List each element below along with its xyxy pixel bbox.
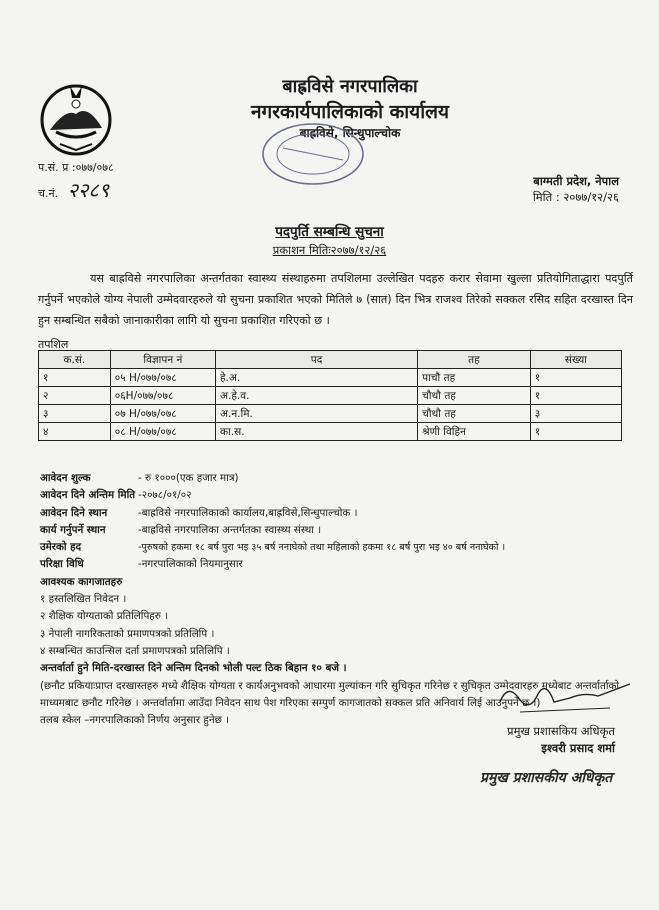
salary-line: तलब स्केल –नगरपालिकाको निर्णय अनुसार हुनेछ । bbox=[40, 714, 229, 727]
cell-level: चौथौ तह bbox=[418, 405, 531, 423]
publication-date: प्रकाशन मितिः२०७७/१२/२६ bbox=[272, 243, 387, 257]
cell-serial: २ bbox=[39, 387, 111, 405]
cell-post: हे.अ. bbox=[215, 369, 417, 387]
detail-value: -बाह्रविसे नगरपालिका अन्तर्गतका स्वास्थ्य संस्था । bbox=[138, 523, 322, 536]
document-item: १ हस्तलिखित निवेदन । bbox=[40, 593, 127, 606]
signature-icon bbox=[480, 672, 640, 722]
dispatch-number bbox=[38, 176, 109, 203]
dispatch-value: २२८९ bbox=[67, 178, 110, 202]
header-date: मिति : २०७७/१२/२६ bbox=[532, 190, 619, 204]
col-level: तह bbox=[418, 351, 531, 369]
cell-post: अ.न.मि. bbox=[215, 405, 417, 423]
municipality-name: बाह्रविसे नगरपालिका bbox=[282, 76, 418, 97]
cell-level: पाचौ तह bbox=[418, 369, 531, 387]
table-row bbox=[39, 369, 622, 387]
province: बाग्मती प्रदेश, नेपाल bbox=[533, 174, 619, 188]
cell-count: १ bbox=[530, 423, 621, 441]
detail-row bbox=[40, 539, 640, 556]
detail-value: -बाह्रविसे नगरपालिकाको कार्यालय,बाह्रविसे,सिन्धुपाल्चोक । bbox=[138, 506, 358, 519]
detail-value: -नगरपालिकाको नियमानुसार bbox=[138, 558, 243, 571]
cell-advert-no: ०७ H/०७७/०७८ bbox=[110, 405, 215, 423]
interview-line: अन्तर्वार्ता हुने मिति-दरखास्त दिने अन्तिम दिनको भोली पल्ट ठिक बिहान १० बजे । bbox=[40, 662, 347, 675]
office-seal-icon bbox=[258, 118, 368, 190]
table-row bbox=[39, 405, 622, 423]
officer-stamp: प्रमुख प्रशासकीय अधिकृत bbox=[480, 770, 613, 786]
cell-post: अ.हे.व. bbox=[215, 387, 417, 405]
notice-title: पदपुर्ति सम्बन्धि सुचना bbox=[275, 224, 384, 240]
tapsil-label: तपशिल bbox=[38, 338, 69, 351]
detail-label: आवेदन शुल्क bbox=[40, 472, 91, 484]
shortlist-note: (छनौट प्रकियाःप्राप्त दरखास्तहरु मध्ये शैक्षिक योग्यता र कार्यअनुभवको आधारमा मुल्यांकन गरि सुचिकृत गरिनेछ र सुचिकृत उम्मेदवारहरु मध्येबाट अन्तर्वार्ताको माध्यमबाट छनौट गरिनेछ । अन्तर्वार्तामा आउँदा निवेदन साथ पेश गरिएका सम्पुर्ण कागजातको सक्कल प्रति अनिवार्य लिई आउनुपर्ने छ ।) bbox=[40, 679, 620, 709]
col-advert-no: विज्ञापन नं bbox=[110, 351, 215, 369]
reference-number: प.सं. प्र :०७७/०७८ bbox=[38, 161, 114, 174]
office-name: नगरकार्यपालिकाको कार्यालय bbox=[250, 101, 450, 123]
detail-value: -२०७८/०१/०२ bbox=[138, 489, 192, 502]
detail-label: आवेदन दिने अन्तिम मिति bbox=[40, 489, 136, 502]
col-post: पद bbox=[215, 351, 417, 369]
cell-serial: ४ bbox=[39, 423, 111, 441]
col-count: संख्या bbox=[530, 351, 621, 369]
detail-label: उमेरको हद bbox=[40, 541, 82, 554]
cell-count: १ bbox=[530, 387, 621, 405]
detail-row bbox=[40, 487, 640, 504]
table-row bbox=[39, 387, 622, 405]
detail-row bbox=[40, 505, 640, 522]
detail-row bbox=[40, 522, 640, 539]
cell-serial: १ bbox=[39, 369, 111, 387]
cell-level: श्रेणी विहिन bbox=[418, 423, 531, 441]
detail-label: कार्य गर्नुपर्ने स्थान bbox=[40, 523, 106, 536]
col-serial: क.सं. bbox=[39, 351, 111, 369]
cell-count: ३ bbox=[530, 405, 621, 423]
table-header-row bbox=[39, 351, 622, 369]
officer-name: इश्वरी प्रसाद शर्मा bbox=[541, 741, 615, 755]
detail-row bbox=[40, 556, 640, 573]
cell-advert-no: ०५ H/०७७/०७८ bbox=[110, 369, 215, 387]
document-item: ४ सम्बन्धित काउन्सिल दर्ता प्रमाणपत्रको प्रतिलिपि । bbox=[40, 644, 230, 657]
detail-value: - रु १०००(एक हजार मात्र) bbox=[138, 472, 239, 484]
table-row bbox=[39, 423, 622, 441]
vacancy-table bbox=[38, 350, 622, 441]
documents-heading: आवश्यक कागजातहरु bbox=[40, 575, 123, 588]
cell-serial: ३ bbox=[39, 405, 111, 423]
dispatch-label: च.नं. bbox=[38, 187, 59, 200]
detail-value: -पुरुषको हकमा १८ बर्ष पुरा भइ ३५ बर्ष ननाघेको तथा महिलाको हकमा १८ बर्ष पुरा भइ ४० बर्ष ननाघेको । bbox=[138, 542, 506, 554]
document-item: २ शैक्षिक योग्यताको प्रतिलिपिहरु । bbox=[40, 610, 169, 623]
cell-advert-no: ०८ H/०७७/०७८ bbox=[110, 423, 215, 441]
office-location: बाह्रविसे, सिन्धुपाल्चोक bbox=[299, 126, 401, 140]
cell-advert-no: ०६H/०७७/०७८ bbox=[110, 387, 215, 405]
detail-label: आवेदन दिने स्थान bbox=[40, 506, 108, 519]
cell-post: का.स. bbox=[215, 423, 417, 441]
notice-body: यस बाह्रविसे नगरपालिका अन्तर्गतका स्वास्थ्य संस्थाहरुमा तपशिलमा उल्लेखित पदहरु करार सेवामा खुल्ला प्रतियोगिताद्धारा पदपुर्ति गर्नुपर्ने भएकोले योग्य नेपाली उम्मेदवारहरुले यो सुचना प्रकाशित भएको मितिले ७ (सात) दिन भित्र राजश्व तिरेको सक्कल रसिद सहित दरखास्त दिन हुन सम्बन्धित सबैको जानाकारीका लागि यो सुचना प्रकाशित गरिएको छ । bbox=[38, 272, 633, 327]
cell-count: १ bbox=[530, 369, 621, 387]
nepal-emblem-icon bbox=[36, 78, 116, 158]
detail-label: परिक्षा विधि bbox=[40, 558, 84, 571]
officer-title: प्रमुख प्रशासकिय अधिकृत bbox=[507, 724, 615, 738]
document-item: ३ नेपाली नागरिकताको प्रमाणपत्रको प्रतिलिपि । bbox=[40, 627, 215, 640]
cell-level: चौथौ तह bbox=[418, 387, 531, 405]
detail-row bbox=[40, 470, 640, 487]
